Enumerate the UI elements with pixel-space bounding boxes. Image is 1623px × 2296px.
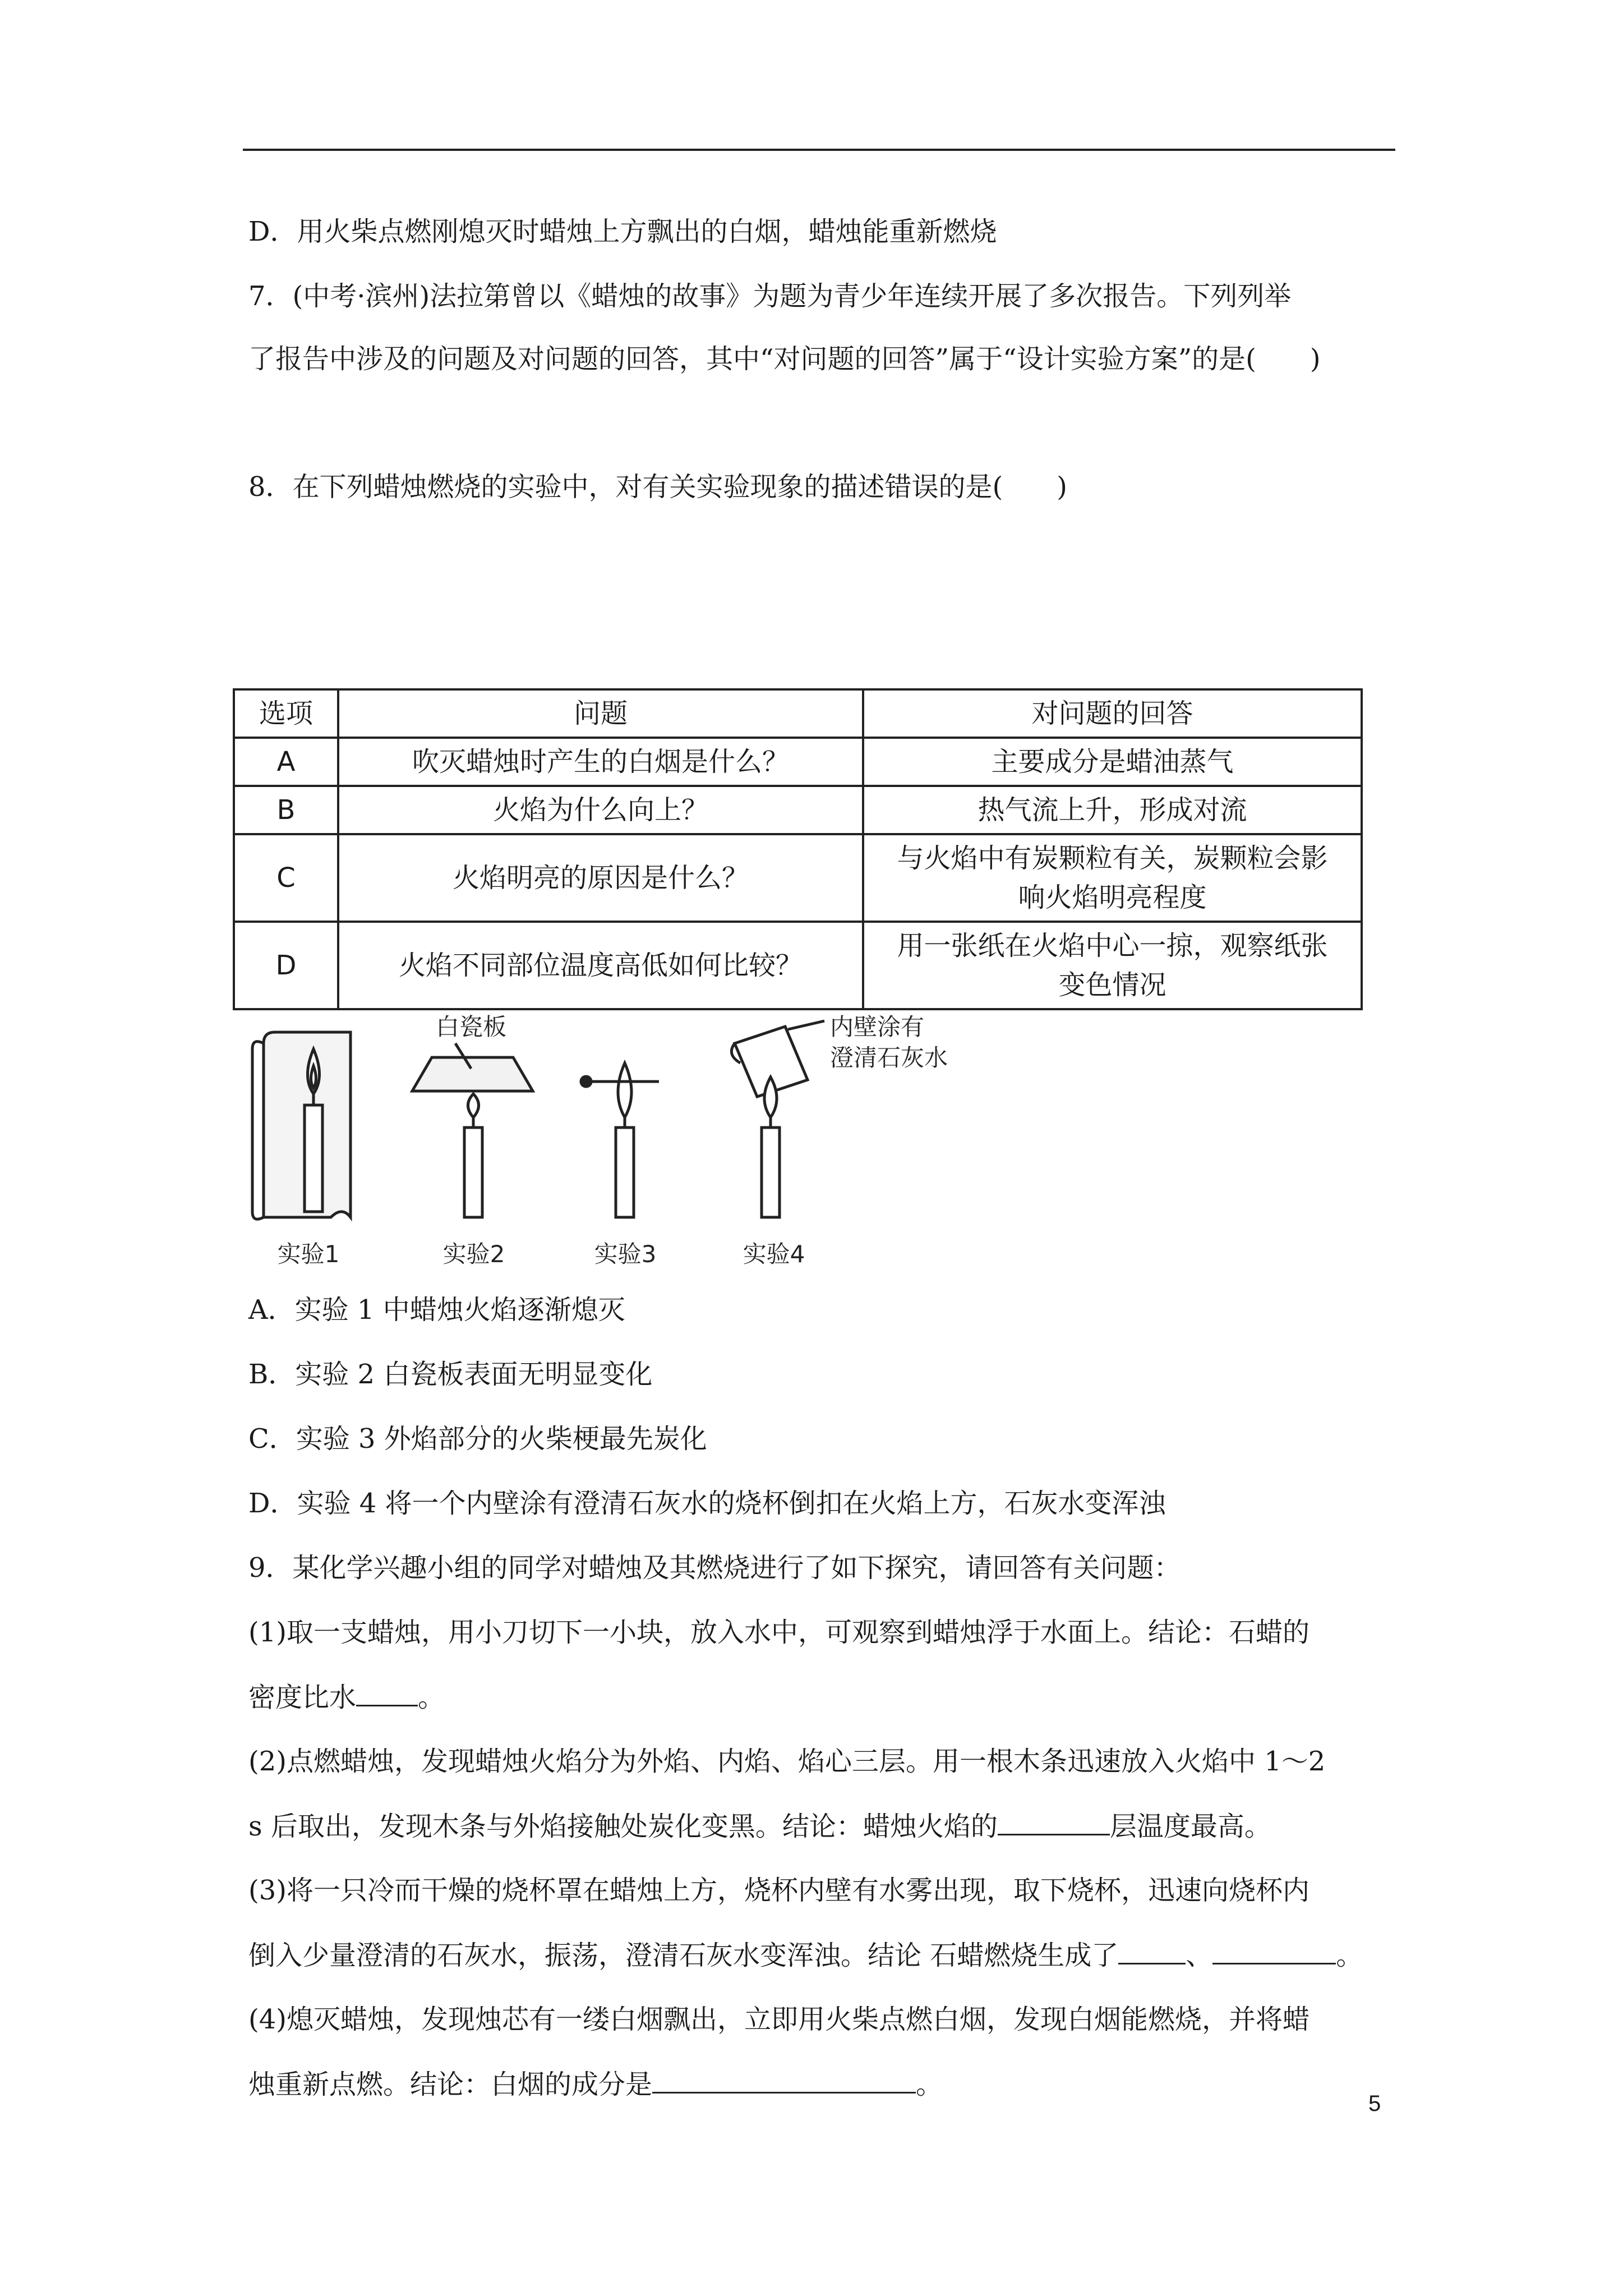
- q7-stem-line2: 了报告中涉及的问题及对问题的回答，其中“对问题的回答”属于“设计实验方案”的是( ): [248, 343, 1321, 375]
- table-row: [234, 738, 1362, 786]
- table-cell-option: A: [234, 738, 338, 786]
- q8-stem: 8．在下列蜡烛燃烧的实验中，对有关实验现象的描述错误的是( ): [248, 471, 1067, 503]
- q9-part3-line1: (3)将一只冷而干燥的烧杯罩在蜡烛上方，烧杯内壁有水雾出现，取下烧杯，迅速向烧杯内: [248, 1875, 1310, 1906]
- table-cell-answer: 与火焰中有炭颗粒有关，炭颗粒会影 响火焰明亮程度: [863, 834, 1362, 922]
- table-cell-option: D: [234, 922, 338, 1009]
- q8-option-c: C．实验 3 外焰部分的火柴梗最先炭化: [248, 1423, 707, 1455]
- answer-blank: [1118, 1938, 1186, 1964]
- table-cell-question: 吹灭蜡烛时产生的白烟是什么？: [338, 738, 863, 786]
- table-cell-option: C: [234, 834, 338, 922]
- table-header-option: 选项: [234, 689, 338, 738]
- table-cell-answer: 热气流上升，形成对流: [863, 786, 1362, 834]
- caption-experiment-3: 实验3: [594, 1240, 657, 1268]
- table-row: [234, 922, 1362, 1009]
- table-header-row: [234, 689, 1362, 738]
- experiment-4-illustration: [731, 1021, 824, 1217]
- table-cell-question: 火焰不同部位温度高低如何比较？: [338, 922, 863, 1009]
- q9-part3-line2: 倒入少量澄清的石灰水，振荡，澄清石灰水变浑浊。结论 石蜡燃烧生成了 、 。: [248, 1938, 1363, 1972]
- q7-stem-line1: 7．(中考·滨州)法拉第曾以《蜡烛的故事》为题为青少年连续开展了多次报告。下列列举: [248, 280, 1292, 312]
- experiment-1-illustration: [252, 1032, 351, 1219]
- q9-part4-line1: (4)熄灭蜡烛，发现烛芯有一缕白烟飘出，立即用火柴点燃白烟，发现白烟能燃烧，并将蜡: [248, 2004, 1310, 2035]
- experiment-3-illustration: [581, 1063, 659, 1217]
- table-header-answer: 对问题的回答: [863, 689, 1362, 738]
- experiment-2-illustration: [412, 1043, 533, 1217]
- plate-label: 白瓷板: [435, 1013, 507, 1041]
- q8-option-a: A．实验 1 中蜡烛火焰逐渐熄灭: [248, 1294, 625, 1326]
- q8-option-b: B．实验 2 白瓷板表面无明显变化: [248, 1359, 653, 1390]
- beaker-label-line2: 澄清石灰水: [830, 1044, 948, 1071]
- q7-options-table: [233, 688, 1363, 1010]
- q9-part2-line1: (2)点燃蜡烛，发现蜡烛火焰分为外焰、内焰、焰心三层。用一根木条迅速放入火焰中 1～2: [248, 1746, 1326, 1777]
- table-row: [234, 786, 1362, 834]
- table-header-question: 问题: [338, 689, 863, 738]
- beaker-label-line1: 内壁涂有: [830, 1013, 925, 1041]
- q9-part4-line2: 烛重新点燃。结论：白烟的成分是 。: [248, 2067, 943, 2101]
- table-cell-question: 火焰明亮的原因是什么？: [338, 834, 863, 922]
- q6-option-d: D．用火柴点燃刚熄灭时蜡烛上方飘出的白烟，蜡烛能重新燃烧: [248, 216, 997, 247]
- table-row: [234, 834, 1362, 922]
- q9-part1-line2: 密度比水 。: [248, 1680, 445, 1714]
- answer-blank: [998, 1809, 1110, 1835]
- table-cell-answer: 主要成分是蜡油蒸气: [863, 738, 1362, 786]
- answer-blank: [652, 2067, 916, 2093]
- experiment-figure: [247, 1010, 1021, 1273]
- q9-stem: 9．某化学兴趣小组的同学对蜡烛及其燃烧进行了如下探究，请回答有关问题：: [248, 1552, 1181, 1584]
- page-number: 5: [1368, 2091, 1381, 2116]
- table-cell-answer: 用一张纸在火焰中心一掠，观察纸张 变色情况: [863, 922, 1362, 1009]
- table-cell-option: B: [234, 786, 338, 834]
- header-rule: [243, 149, 1395, 151]
- answer-blank: [1212, 1938, 1336, 1964]
- caption-experiment-4: 实验4: [743, 1240, 805, 1268]
- caption-experiment-2: 实验2: [442, 1240, 505, 1268]
- caption-experiment-1: 实验1: [277, 1240, 340, 1268]
- answer-blank: [356, 1680, 418, 1706]
- q9-part2-line2: s 后取出，发现木条与外焰接触处炭化变黑。结论：蜡烛火焰的 层温度最高。: [248, 1809, 1271, 1843]
- q8-option-d: D．实验 4 将一个内壁涂有澄清石灰水的烧杯倒扣在火焰上方，石灰水变浑浊: [248, 1488, 1166, 1519]
- table-cell-question: 火焰为什么向上？: [338, 786, 863, 834]
- q9-part1-line1: (1)取一支蜡烛，用小刀切下一小块，放入水中，可观察到蜡烛浮于水面上。结论：石蜡的: [248, 1617, 1310, 1648]
